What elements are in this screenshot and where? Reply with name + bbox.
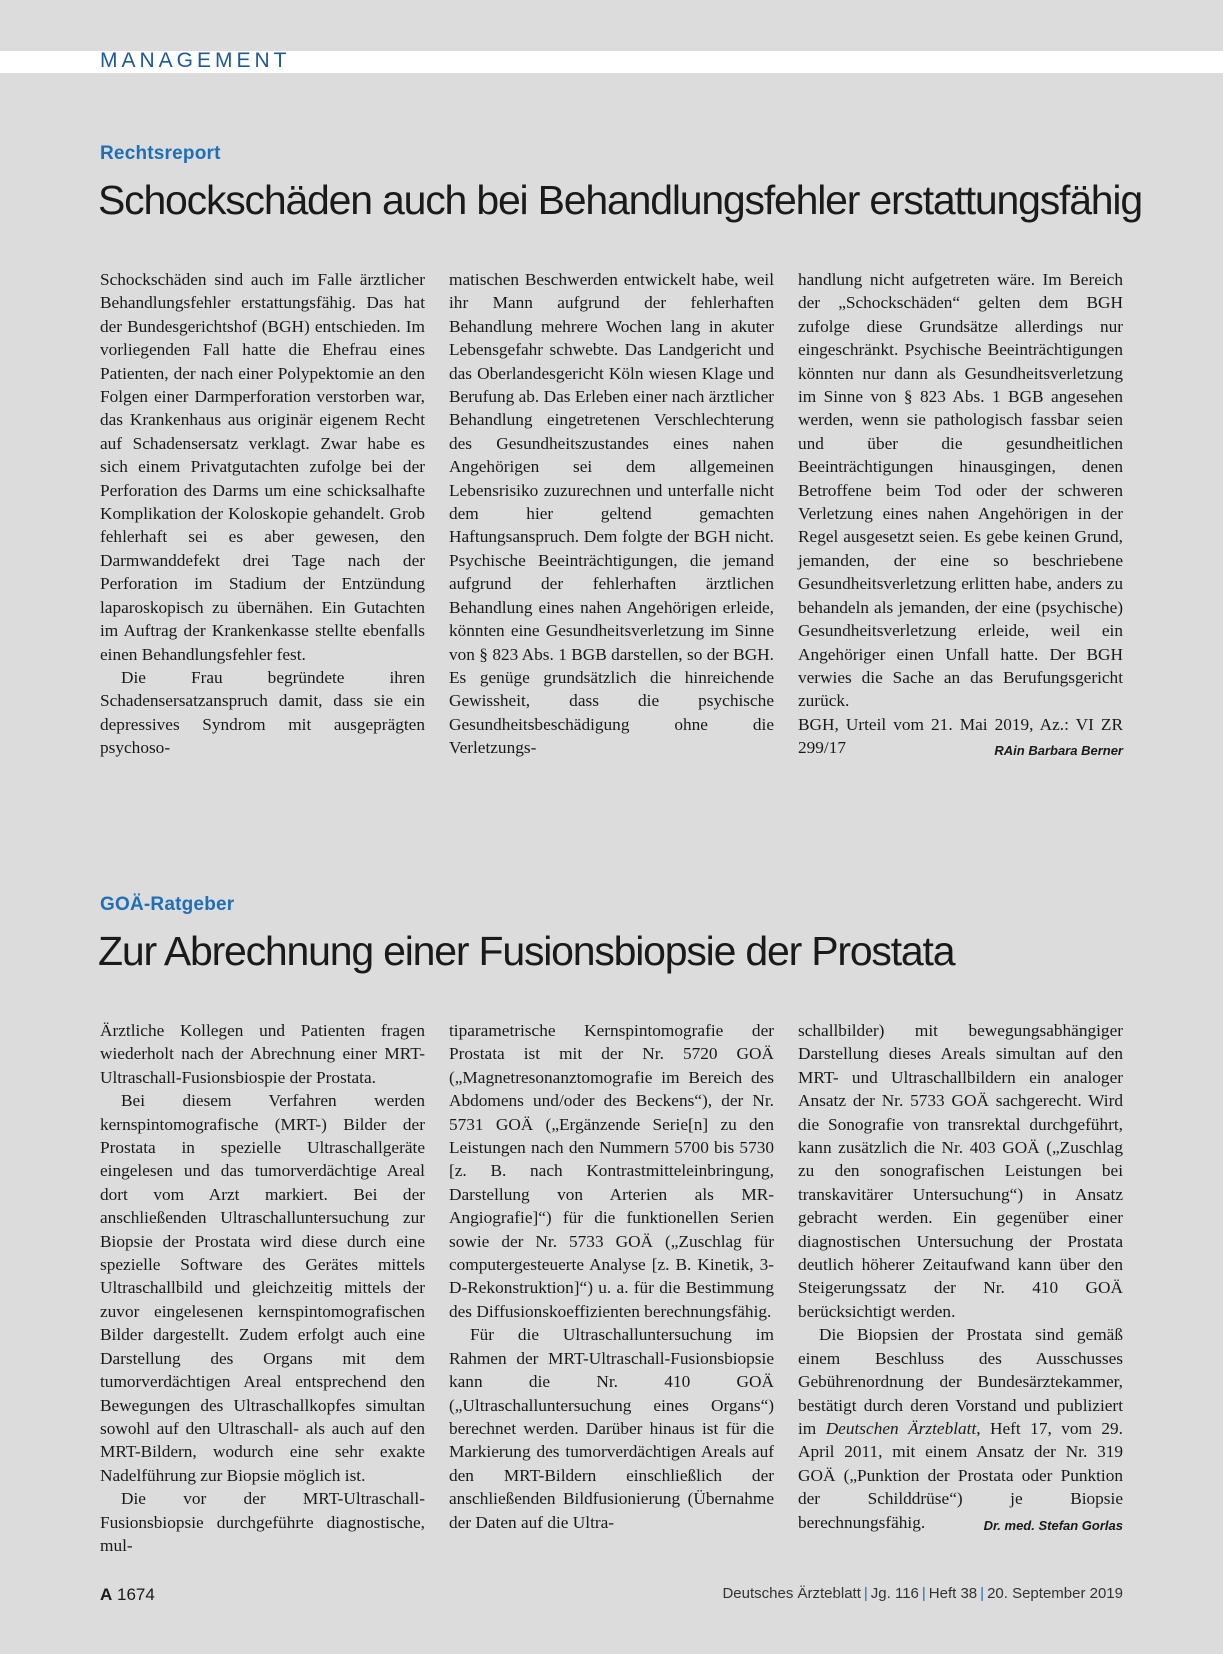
article2-column-3 bbox=[798, 1019, 1123, 1537]
article1-headline: Schockschäden auch bei Behandlungsfehler erstattungsfähig bbox=[98, 177, 1142, 223]
paragraph: matischen Beschwerden entwickelt habe, weil ihr Mann aufgrund der fehlerhaften Behandlung mehrere Wochen lang in akuter Lebensgefahr schwebte. Das Landgericht und das Oberlandesgericht Köln wiesen Klage und Berufung ab. Das Erleben einer nach ärztlicher Behandlung eingetretenen Verschlechterung des Gesundheitszustandes eines nahen Angehörigen sei dem allgemeinen Lebensrisiko zuzurechnen und unterfalle nicht dem hier geltend gemachten Haftungsanspruch. Dem folgte der BGH nicht. Psychische Beeinträchtigungen, die jemand aufgrund der fehlerhaften ärztlichen Behandlung eines nahen Angehörigen erleide, könnten eine Gesundheitsverletzung im Sinne von § 823 Abs. 1 BGB darstellen, so der BGH. Es genüge grundsätzlich die hinreichende Gewissheit, dass die psychische Gesundheitsbeschädigung ohne die Verletzungs- bbox=[449, 270, 774, 758]
paragraph: Die Frau begründete ihren Schadensersatzanspruch damit, dass sie ein depressives Syndrom mit ausgeprägten psychoso- bbox=[100, 667, 425, 758]
article1-column-2 bbox=[449, 268, 774, 760]
paragraph-text: , Heft 17, vom 29. April 2011, mit einem Ansatz der Nr. 319 GOÄ („Punktion der Prostata oder Punktion der Schilddrüse“) je Biopsie berechnungsfähig. bbox=[798, 1418, 1123, 1532]
paragraph: Für die Ultraschalluntersuchung im Rahmen der MRT-Ultraschall-Fusionsbiopsie kann die Nr. 410 GOÄ („Ultraschalluntersuchung eines Organs“) berechnet werden. Darüber hinaus ist für die Markierung des tumorverdächtigen Areals auf den MRT-Bildern einschließlich der anschließenden Bildfusionierung (Übernahme der Daten auf die Ultra- bbox=[449, 1325, 774, 1532]
article2-kicker: GOÄ-Ratgeber bbox=[100, 894, 235, 915]
author-byline: Dr. med. Stefan Gorlas bbox=[983, 1517, 1123, 1533]
article2-headline: Zur Abrechnung einer Fusionsbiopsie der Prostata bbox=[98, 928, 955, 974]
citation bbox=[798, 713, 1123, 760]
top-band bbox=[0, 0, 1223, 51]
article2-column-2 bbox=[449, 1019, 774, 1534]
journal-info: Deutsches Ärzteblatt | Jg. 116 | Heft 38 | 20. September 2019 bbox=[722, 1585, 1123, 1602]
section-label: MANAGEMENT bbox=[100, 49, 291, 72]
paragraph: Ärztliche Kollegen und Patienten fragen wiederholt nach der Abrechnung einer MRT-Ultraschall-Fusionsbiospie der Prostata. bbox=[100, 1021, 425, 1087]
paragraph: tiparametrische Kernspintomografie der Prostata ist mit der Nr. 5720 GOÄ („Magnetresonanztomografie im Bereich des Abdomens und/oder des Beckens“), der Nr. 5731 GOÄ („Ergänzende Serie[n] zu den Leistungen nach den Nummern 5700 bis 5730 [z. B. nach Kontrastmitteleinbringung, Darstellung von Arterien als MR-Angiografie]“) für die funktionellen Serien sowie der Nr. 5733 GOÄ („Zuschlag für computergesteuerte Analyse [z. B. Kinetik, 3-D-Rekonstruktion]“) u. a. für die Bestimmung des Diffusionskoeffizienten berechnungsfähig. bbox=[449, 1021, 774, 1321]
journal-volume: Jg. 116 bbox=[870, 1585, 919, 1602]
page-prefix: A bbox=[100, 1585, 113, 1604]
journal-date: 20. September 2019 bbox=[987, 1585, 1123, 1602]
paragraph-text: Die Biopsien der Prostata sind gemäß einem Beschluss des Ausschusses Gebührenordnung der Bundesärztekammer, bestätigt durch deren Vorstand und publiziert im bbox=[798, 1325, 1123, 1438]
page-number bbox=[100, 1585, 155, 1605]
page-number-value: 1674 bbox=[117, 1585, 155, 1604]
paragraph bbox=[798, 1323, 1123, 1534]
article2-column-1 bbox=[100, 1019, 425, 1557]
journal-reference: Deutschen Ärzteblatt bbox=[825, 1418, 977, 1438]
article1-column-3 bbox=[798, 268, 1123, 763]
journal-issue: Heft 38 bbox=[928, 1585, 978, 1602]
article1-kicker: Rechtsreport bbox=[100, 143, 221, 164]
paragraph: Die vor der MRT-Ultraschall-Fusionsbiopsie durchgeführte diagnostische, mul- bbox=[100, 1489, 425, 1555]
article1-column-1 bbox=[100, 268, 425, 760]
paragraph: schallbilder) mit bewegungsabhängiger Darstellung dieses Areals simultan auf den MRT- und Ultraschallbildern ein analoger Ansatz der Nr. 5733 GOÄ sachgerecht. Wird die Sonografie von transrektal durchgeführt, kann zusätzlich die Nr. 403 GOÄ („Zuschlag zu den sonografischen Leistungen bei transkavitärer Untersuchung“) in Ansatz gebracht werden. Ein gegenüber einer diagnostischen Untersuchung der Prostata deutlich höherer Zeitaufwand kann über den Steigerungssatz der Nr. 410 GOÄ berücksichtigt werden. bbox=[798, 1021, 1123, 1321]
author-byline: RAin Barbara Berner bbox=[994, 743, 1123, 759]
paragraph: Bei diesem Verfahren werden kernspintomografische (MRT-) Bilder der Prostata in spezielle Ultraschallgeräte eingelesen und das tumorverdächtige Areal dort vom Arzt markiert. Bei der anschließenden Ultraschalluntersuchung zur Biopsie der Prostata wird diese durch eine spezielle Software des Gerätes mittels Ultraschallbild und gleichzeitig mittels der zuvor eingelesenen kernspintomografischen Bilder dargestellt. Zudem erfolgt auch eine Darstellung des Organs mit dem tumorverdächtigen Areal entsprechend den Bewegungen des Ultraschallkopfes simultan sowohl auf den Ultraschall- als auch auf den MRT-Bildern, wodurch eine sehr exakte Nadelführung zur Biopsie möglich ist. bbox=[100, 1091, 425, 1485]
citation-text: BGH, Urteil vom 21. Mai 2019, Az.: VI ZR 299/17 bbox=[798, 714, 1123, 758]
paragraph: Schockschäden sind auch im Falle ärztlicher Behandlungsfehler erstattungsfähig. Das hat der Bundesgerichtshof (BGH) entschieden. Im vorliegenden Fall hatte die Ehefrau eines Patienten, der nach einer Polypektomie an den Folgen einer Darmperforation verstorben war, das Krankenhaus aus originär eigenem Recht auf Schadensersatz verklagt. Zwar habe es sich einem Privatgutachten zufolge bei der Perforation des Darms um eine schicksalhafte Komplikation der Koloskopie gehandelt. Grob fehlerhaft sei es aber gewesen, den Darmwanddefekt drei Tage nach der Perforation im Stadium der Entzündung laparoskopisch zu übernähen. Ein Gutachten im Auftrag der Krankenkasse stellte ebenfalls einen Behandlungsfehler fest. bbox=[100, 270, 425, 664]
paragraph: handlung nicht aufgetreten wäre. Im Bereich der „Schockschäden“ gelten dem BGH zufolge diese Grundsätze allerdings nur eingeschränkt. Psychische Beeinträchtigungen könnten nur dann als Gesundheitsverletzung im Sinne von § 823 Abs. 1 BGB angesehen werden, wenn sie pathologisch fassbar seien und über die gesundheitlichen Beeinträchtigungen hinausgingen, denen Betroffene beim Tod oder der schweren Verletzung eines nahen Angehörigen in der Regel ausgesetzt seien. Es gebe keinen Grund, jemanden, der eine so beschriebene Gesundheitsverletzung erlitten habe, anders zu behandeln als jemanden, der eine (psychische) Gesundheitsverletzung erleide, weil ein Angehöriger einen Unfall hatte. Der BGH verwies die Sache an das Berufungsgericht zurück. bbox=[798, 270, 1123, 711]
journal-name: Deutsches Ärzteblatt bbox=[722, 1585, 861, 1602]
